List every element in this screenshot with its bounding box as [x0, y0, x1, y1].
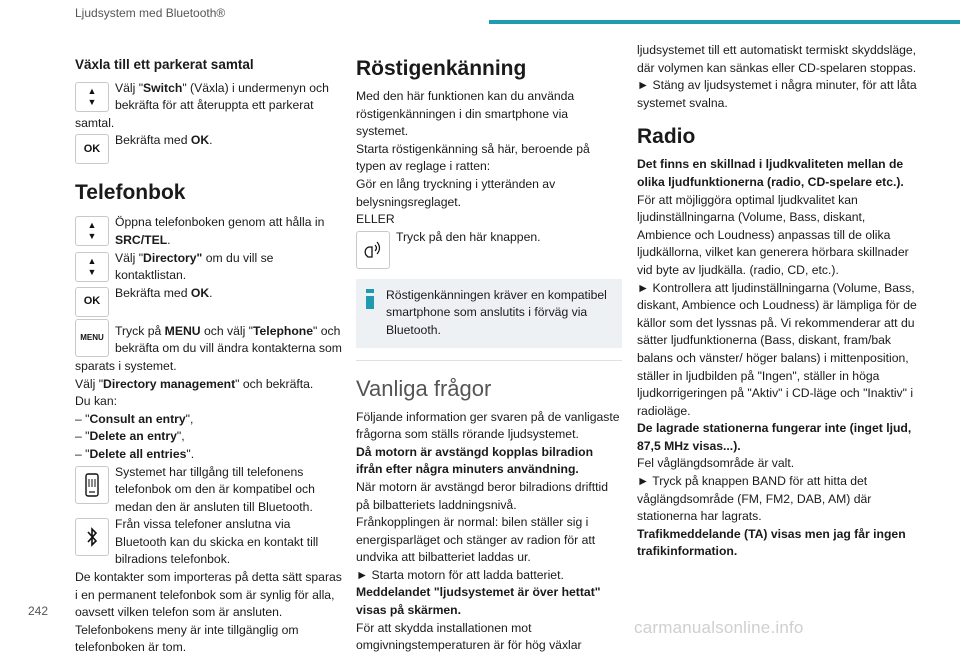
ok-button-icon: OK — [75, 134, 109, 164]
parked-call-ok-step — [75, 132, 345, 164]
text: ► Tryck på knappen BAND för att hitta det våglängdsområde (FM, FM2, DAB, AM) där stationerna har lagrats. — [637, 474, 872, 524]
option-delete-all — [75, 446, 345, 464]
text: " och bekräfta. — [235, 376, 314, 391]
text: Frånkopplingen är normal: bilen ställer sig i energisparläget och stänger av radion för att undvika att bilbatteriet laddas ur. — [356, 515, 596, 565]
phonebook-open-step — [75, 214, 345, 249]
text: Välj " — [115, 80, 144, 95]
text: För att möjliggöra optimal ljudkvalitet kan ljudinställningarna (Volume, Bass, diskant, Ambience och Loudness) anpassas till de olika ljudkällorna, vilket kan generera hörbara skillnader vid byte av ljudkälla. (radio, CD, etc.). — [637, 192, 909, 277]
text-bold: Directory management — [103, 376, 236, 391]
phonebook-ok-step — [75, 285, 345, 317]
text: De kontakter som importeras på detta sätt sparas i en permanent telefonbok som är synlig för alla, oavsett vilken telefon som är ansluten. — [75, 570, 342, 620]
text-bold: MENU — [164, 323, 201, 338]
watermark: carmanualsonline.info — [634, 618, 804, 637]
text: ► Starta motorn för att ladda batteriet. — [356, 567, 564, 582]
heading-radio: Radio — [637, 125, 696, 149]
column-left — [75, 34, 345, 657]
text: Bekräfta med — [115, 133, 191, 148]
text: om du vill se kontaktlistan. — [115, 250, 274, 283]
column-middle — [356, 34, 622, 655]
text: Tryck på — [115, 323, 165, 338]
header-accent-bar — [489, 20, 960, 24]
text: – " — [75, 429, 90, 444]
bluetooth-icon — [75, 518, 109, 556]
text: Gör en lång tryckning i ytteränden av belysningsreglaget. — [356, 176, 556, 209]
faq-question: Det finns en skillnad i ljudkvaliteten mellan de olika ljudfunktionerna (radio, CD-spelare etc.). — [637, 157, 904, 189]
text: Välj " — [75, 376, 104, 391]
heading-voice-recognition: Röstigenkänning — [356, 57, 527, 80]
phone-compat-note — [75, 464, 345, 517]
divider — [356, 360, 622, 361]
text: ", — [176, 429, 185, 444]
text: ljudsystemet till ett automatiskt termiskt skyddsläge, där volymen kan sänkas eller CD-spelaren stoppas. — [637, 43, 917, 75]
text: . — [167, 232, 171, 247]
text: Systemet har tillgång till telefonens telefonbok om den är kompatibel och medan den är ansluten till Bluetooth. — [115, 464, 315, 514]
faq-question: Då motorn är avstängd kopplas bilradion ifrån efter några minuters användning. — [356, 444, 594, 477]
text: och välj " — [200, 323, 253, 338]
info-note — [356, 279, 622, 348]
text: ELLER — [356, 212, 395, 227]
running-header: Ljudsystem med Bluetooth® — [75, 6, 226, 20]
text: Öppna telefonboken genom att hålla in — [115, 215, 325, 230]
text: Med den här funktionen kan du använda röstigenkänningen i din smartphone via systemet. — [356, 89, 575, 139]
bluetooth-note — [75, 516, 345, 569]
text: Bekräfta med — [115, 285, 191, 300]
faq-question: De lagrade stationerna fungerar inte (inget ljud, 87,5 MHz visas...). — [637, 421, 912, 453]
ok-button-icon: OK — [75, 287, 109, 317]
text: ► Kontrollera att ljudinställningarna (Volume, Bass, diskant, Ambience och Loudness) är lämpliga för de källor som det lyssnas på. Vi rekommenderar att du sätter ljudfunktionerna (Bass, diskant, fram/bak balans och vänster/ höger balans) i mittenposition, ställer in ljudbilden på "Ingen", ställer in höga ljudkorrigeringen på "Aktiv" i CD-läge och "Inaktiv" i radioläge. — [637, 280, 917, 418]
text: Fel våglängdsområde är valt. — [637, 456, 795, 471]
phonebook-menu-step — [75, 317, 345, 376]
heading-faq: Vanliga frågor — [356, 375, 492, 401]
parked-call-switch-step — [75, 80, 345, 133]
text-bold: Delete all entries — [89, 446, 187, 461]
text: Tryck på den här knappen. — [396, 229, 541, 244]
faq-question: Meddelandet "ljudsystemet är över hettat" visas på skärmen. — [356, 585, 601, 618]
text: – " — [75, 446, 90, 461]
text: " och bekräfta om du vill ändra kontakterna som sparats i systemet. — [75, 323, 342, 373]
up-down-arrows-icon: ▲ ▼ — [75, 216, 109, 246]
up-down-arrows-icon: ▲ ▼ — [75, 82, 109, 112]
text: Telefonbokens meny är inte tillgänglig om telefonboken är tom. — [75, 622, 299, 655]
menu-button-icon: MENU — [75, 319, 109, 357]
up-down-arrows-icon: ▲ ▼ — [75, 252, 109, 282]
text: – " — [75, 411, 90, 426]
page-number: 242 — [28, 604, 49, 618]
text-bold: Directory" — [143, 250, 203, 265]
text: ", — [185, 411, 194, 426]
text: Från vissa telefoner anslutna via Bluetooth kan du skicka en kontakt till bilradions telefonbok. — [115, 517, 319, 567]
text: ". — [186, 446, 195, 461]
info-icon — [366, 289, 374, 309]
text-bold: Telephone — [252, 323, 314, 338]
text: ► Stäng av ljudsystemet i några minuter, för att låta systemet svalna. — [637, 78, 917, 110]
text-bold: Consult an entry — [89, 411, 186, 426]
text: . — [209, 285, 213, 300]
text: Välj " — [115, 250, 144, 265]
column-right — [637, 34, 917, 561]
option-consult — [75, 411, 345, 429]
text-bold: Delete an entry — [89, 429, 177, 444]
voice-command-icon — [356, 231, 390, 269]
text-bold: OK — [190, 285, 210, 300]
option-delete — [75, 428, 345, 446]
text-bold: OK — [190, 133, 210, 148]
faq-question: Trafikmeddelande (TA) visas men jag får ingen trafikinformation. — [637, 526, 906, 559]
phonebook-directory-step — [75, 250, 345, 285]
text: Följande information ger svaren på de vanligaste frågorna som ställs rörande ljudsystemet. — [356, 409, 620, 442]
text-bold: SRC/TEL — [115, 232, 168, 247]
smartphone-icon — [75, 466, 109, 504]
voice-button-step — [356, 229, 622, 269]
text: Starta röstigenkänning så här, beroende på typen av reglage i ratten: — [356, 141, 590, 174]
text: För att skydda installationen mot omgivningstemperaturen är för hög växlar — [356, 620, 582, 653]
text: " (Växla) i undermenyn och bekräfta för att återuppta ett parkerat samtal. — [75, 80, 329, 130]
heading-phonebook: Telefonbok — [75, 181, 186, 205]
text: När motorn är avstängd beror bilradions drifttid på bilbatteriets laddningsnivå. — [356, 479, 608, 512]
text-bold: Switch — [143, 80, 183, 95]
text: Du kan: — [75, 394, 118, 409]
info-text: Röstigenkänningen kräver en kompatibel smartphone som anslutits i förväg via Bluetooth. — [386, 287, 607, 337]
heading-parked-call: Växla till ett parkerat samtal — [75, 57, 254, 72]
text: . — [209, 133, 213, 148]
